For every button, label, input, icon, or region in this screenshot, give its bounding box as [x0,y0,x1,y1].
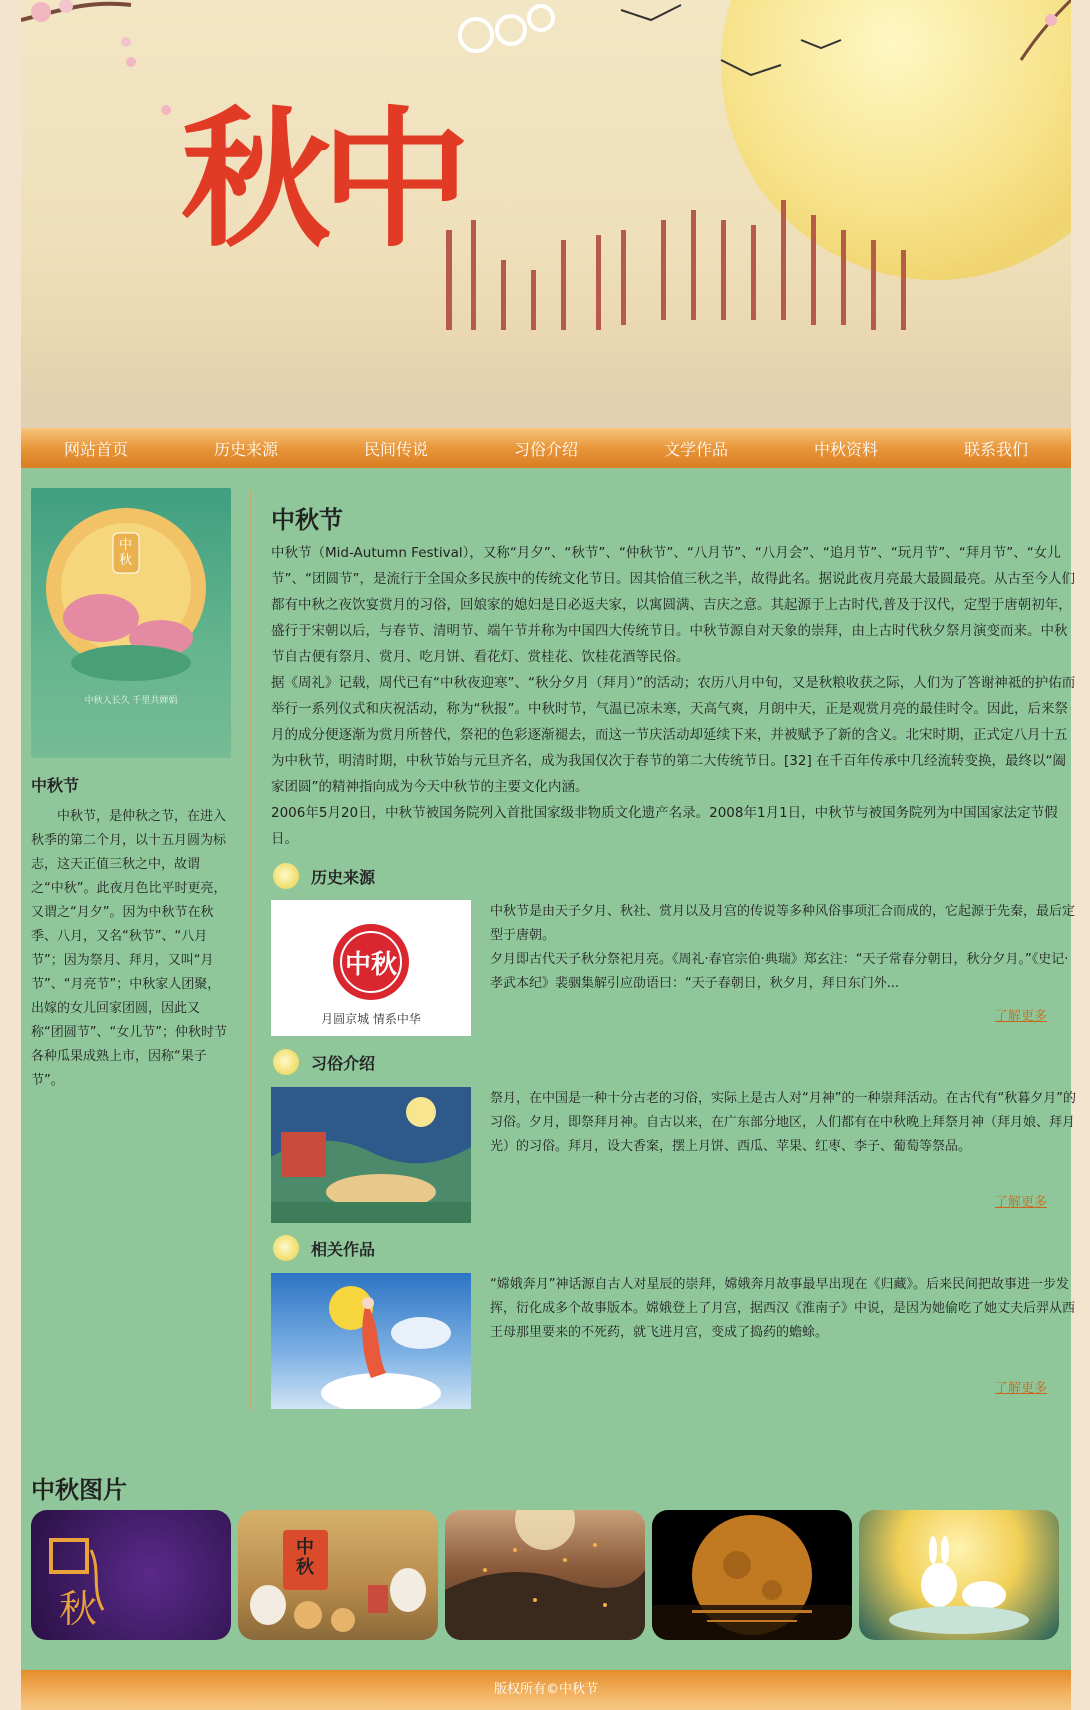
intro-paragraph: 据《周礼》记载，周代已有“中秋夜迎寒”、“秋分夕月（拜月）”的活动；农历八月中旬，又是秋粮收获之际，人们为了答谢神祗的护佑而举行一系列仪式和庆祝活动，称为“秋报”。中秋时节，气温已凉未寒，天高气爽，月朗中天，正是观赏月亮的最佳时令。因此，后来祭月的成分便逐渐为赏月所替代，祭祀的色彩逐渐褪去，而这一节庆活动却延续下来，并被赋予了新的含义。北宋时期，正式定八月十五为中秋节，明清时期，中秋节始与元旦齐名，成为我国仅次于春节的第二大传统节日。[32] 在千百年传承中几经流转变换，最终以“阖家团圆”的精神指向成为今天中秋节的主要文化内涵。 [271,675,1076,795]
gallery-image-label: 中秋 [296,1537,314,1578]
nav-contact[interactable]: 联系我们 [963,439,1028,459]
column-divider [250,490,251,1410]
sidebar-image-caption: 中秋人长久 千里共婵娟 [84,696,178,706]
footer: 版权所有©中秋节 [21,1670,1071,1710]
intro-text [271,540,1077,852]
gallery-image[interactable] [31,1510,231,1640]
gallery-illustration [859,1510,1059,1640]
gallery-illustration [445,1510,645,1640]
nav-home[interactable]: 网站首页 [63,439,128,459]
section-customs-title: 习俗介绍 [311,1053,376,1073]
sidebar-text: 中秋节，是仲秋之节，在进入秋季的第二个月，以十五月圆为标志，这天正值三秋之中，故谓之“中秋”。此夜月色比平时更亮，又谓之“月夕”。因为中秋节在秋季、八月，又名“秋节”、“八月节”；因为祭月、拜月，又叫“月节”、“月亮节”；中秋家人团聚，出嫁的女儿回家团圆，因此又称“团圆节”、“女儿节”；仲秋时节各种瓜果成熟上市，因称“果子节”。 [31,809,227,1088]
festival-scene-illustration [271,1087,471,1223]
banner [21,0,1071,428]
section-works-text: “嫦娥奔月”神话源自古人对星辰的崇拜，嫦娥奔月故事最早出现在《归藏》。后来民间把故事进一步发挥，衍化成多个故事版本。嫦娥登上了月宫，据西汉《淮南子》中说，是因为她偷吃了她丈夫后羿从西王母那里要来的不死药，就飞进月宫，变成了捣药的蟾蜍。 [490,1277,1076,1340]
section-works-header [273,1235,375,1261]
section-history-image-caption: 月圆京城 情系中华 [321,1012,421,1026]
gallery-illustration [652,1510,852,1640]
section-customs-image [271,1087,471,1223]
gallery-image[interactable] [238,1510,438,1640]
gallery [31,1510,1071,1640]
section-customs-header [273,1049,375,1075]
moon-icon [273,863,299,889]
banner-reflection [21,330,1071,428]
banner-calligraphy-title: 秋中 [181,92,462,268]
section-customs-text: 祭月，在中国是一种十分古老的习俗，实际上是古人对“月神”的一种崇拜活动。在古代有“秋暮夕月”的习俗。夕月，即祭拜月神。自古以来，在广东部分地区，人们都有在中秋晚上拜祭月神（拜月娘、拜月光）的习俗。拜月，设大香案，摆上月饼、西瓜、苹果、红枣、李子、葡萄等祭品。 [490,1091,1076,1154]
nav-resources[interactable]: 中秋资料 [813,439,878,459]
nav-literature[interactable]: 文学作品 [663,439,728,459]
intro-paragraph: 中秋节（Mid-Autumn Festival），又称“月夕”、“秋节”、“仲秋节”、“八月节”、“八月会”、“追月节”、“玩月节”、“拜月节”、“女儿节”、“团圆节”，是流行于全国众多民族中的传统文化节日。因其恰值三秋之半，故得此名。据说此夜月亮最大最圆最亮。从古至今人们都有中秋之夜饮宴赏月的习俗，回娘家的媳妇是日必返夫家，以寓圆满、吉庆之意。其起源于上古时代,普及于汉代，定型于唐朝初年，盛行于宋朝以后，与春节、清明节、端午节并称为中国四大传统节日。中秋节源自对天象的崇拜，由上古时代秋夕祭月演变而来。中秋节自古便有祭月、赏月、吃月饼、看花灯、赏桂花、饮桂花酒等民俗。 [271,545,1075,665]
section-customs-more-link[interactable]: 了解更多 [995,1195,1048,1210]
section-history-image-text: 中秋 [344,950,397,980]
section-history-image [271,900,471,1036]
section-history-title: 历史来源 [311,867,376,887]
gallery-image[interactable] [445,1510,645,1640]
main-title: 中秋节 [271,506,343,534]
section-works-image [271,1273,471,1409]
gallery-title: 中秋图片 [31,1476,127,1504]
page [21,0,1076,1710]
change-flying-moon-illustration [271,1273,471,1409]
moon-icon [273,1235,299,1261]
sidebar-illustration [31,488,231,758]
section-works-more-link[interactable]: 了解更多 [995,1381,1048,1396]
gallery-illustration [238,1510,438,1640]
main-nav [21,428,1071,468]
gallery-image[interactable] [652,1510,852,1640]
section-history-text: 中秋节是由天子夕月、秋社、赏月以及月宫的传说等多种风俗事项汇合而成的，它起源于先秦，最后定型于唐朝。 夕月即古代天子秋分祭祀月亮。《周礼·春官宗伯·典瑞》郑玄注：“天子常春分朝日，秋分夕月。”《史记·孝武本纪》裴骃集解引应劭语曰：“天子春朝日，秋夕月，拜日东门外... [490,904,1076,991]
sidebar-image-title: 中秋 [119,538,133,568]
section-history-header [273,863,375,889]
sidebar-image [31,488,231,758]
nav-customs[interactable]: 习俗介绍 [513,439,578,459]
nav-legends[interactable]: 民间传说 [363,439,428,459]
nav-history[interactable]: 历史来源 [213,439,278,459]
sidebar-title: 中秋节 [31,776,80,795]
section-history-more-link[interactable]: 了解更多 [995,1009,1048,1024]
gallery-image[interactable] [859,1510,1059,1640]
intro-paragraph: 2006年5月20日，中秋节被国务院列入首批国家级非物质文化遗产名录。2008年1月1日，中秋节与被国务院列为中国国家法定节假日。 [271,805,1058,847]
moon-icon [273,1049,299,1075]
gallery-image-label: 秋 [59,1587,98,1631]
section-works-title: 相关作品 [311,1239,376,1259]
